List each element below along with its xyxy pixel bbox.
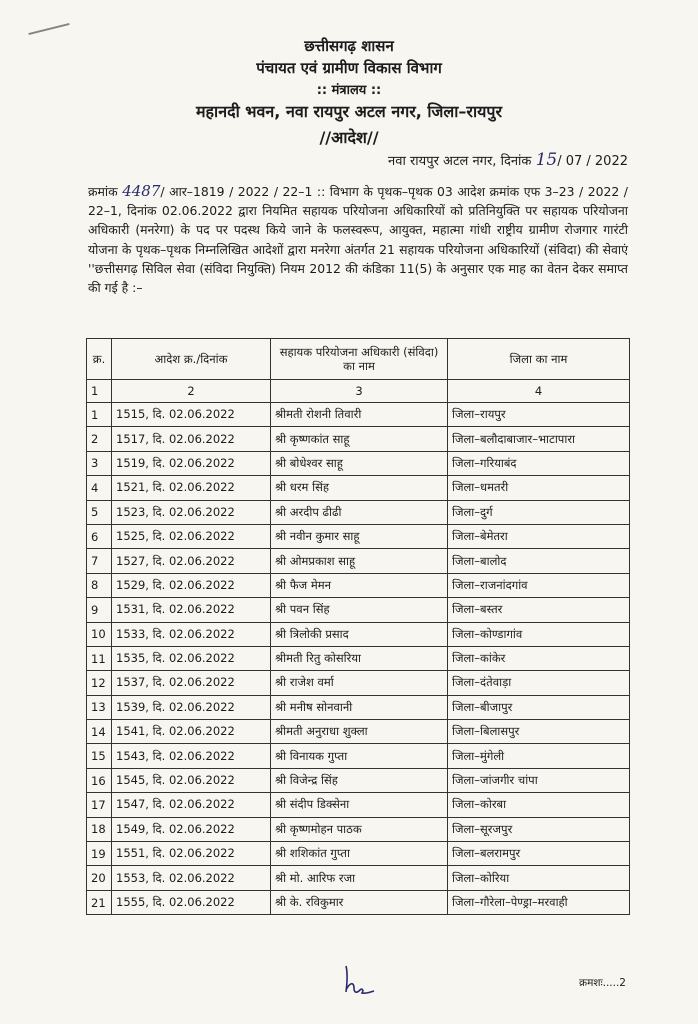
- cell-officer-name: श्री शशिकांत गुप्ता: [271, 842, 448, 866]
- table-row: [87, 817, 630, 841]
- header-district: जिला का नाम: [448, 339, 630, 380]
- cell-sno: 6: [87, 524, 112, 548]
- cell-sno: 2: [87, 427, 112, 451]
- header-government: छत्तीसगढ़ शासन: [304, 37, 394, 55]
- cell-sno: 18: [87, 817, 112, 841]
- cell-district: जिला–जांजगीर चांपा: [448, 768, 630, 792]
- header-department: पंचायत एवं ग्रामीण विकास विभाग: [256, 59, 442, 77]
- cell-sno: 8: [87, 573, 112, 597]
- cell-sno: 5: [87, 500, 112, 524]
- header-ministry: :: मंत्रालय ::: [316, 83, 382, 98]
- cell-district: जिला–सूरजपुर: [448, 817, 630, 841]
- cell-sno: 11: [87, 646, 112, 670]
- table-row: [87, 842, 630, 866]
- cell-district: जिला–बालोद: [448, 549, 630, 573]
- cell-order: 1517, दि. 02.06.2022: [112, 427, 271, 451]
- order-paragraph: [88, 182, 628, 297]
- table-row: [87, 549, 630, 573]
- cell-order: 1541, दि. 02.06.2022: [112, 720, 271, 744]
- cell-order: 1523, दि. 02.06.2022: [112, 500, 271, 524]
- cell-officer-name: श्री कृष्णकांत साहू: [271, 427, 448, 451]
- cell-district: जिला–कोरबा: [448, 793, 630, 817]
- cell-officer-name: श्री अरदीप ढीढी: [271, 500, 448, 524]
- cell-district: जिला–गरियाबंद: [448, 451, 630, 475]
- cell-district: जिला–कोरिया: [448, 866, 630, 890]
- header-order: आदेश क्र./दिनांक: [112, 339, 271, 380]
- cell-officer-name: श्रीमती रितु कोसरिया: [271, 646, 448, 670]
- table-column-number-row: [87, 380, 630, 403]
- cell-sno: 13: [87, 695, 112, 719]
- cell-officer-name: श्री धरम सिंह: [271, 476, 448, 500]
- table-row: [87, 720, 630, 744]
- cell-district: जिला–बिलासपुर: [448, 720, 630, 744]
- cell-district: जिला–दंतेवाड़ा: [448, 671, 630, 695]
- cell-order: 1515, दि. 02.06.2022: [112, 403, 271, 427]
- cell-district: जिला–दुर्ग: [448, 500, 630, 524]
- col-number-1: 1: [87, 380, 112, 403]
- cell-order: 1545, दि. 02.06.2022: [112, 768, 271, 792]
- cell-officer-name: श्रीमती अनुराधा शुक्ला: [271, 720, 448, 744]
- officers-table: [86, 338, 630, 915]
- header-officer-name: सहायक परियोजना अधिकारी (संविदा) का नाम: [271, 339, 448, 380]
- cell-sno: 21: [87, 890, 112, 914]
- cell-order: 1551, दि. 02.06.2022: [112, 842, 271, 866]
- table-row: [87, 646, 630, 670]
- cell-officer-name: श्री फैज मेमन: [271, 573, 448, 597]
- order-number-handwritten: 4487: [122, 182, 161, 200]
- table-row: [87, 451, 630, 475]
- cell-sno: 9: [87, 598, 112, 622]
- cell-district: जिला–रायपुर: [448, 403, 630, 427]
- cell-sno: 12: [87, 671, 112, 695]
- cell-officer-name: श्री संदीप डिक्सेना: [271, 793, 448, 817]
- cell-sno: 16: [87, 768, 112, 792]
- cell-district: जिला–बलौदाबाजार–भाटापारा: [448, 427, 630, 451]
- order-dateline: [388, 150, 628, 170]
- cell-district: जिला–कोण्डागांव: [448, 622, 630, 646]
- cell-district: जिला–कांकेर: [448, 646, 630, 670]
- table-row: [87, 695, 630, 719]
- cell-order: 1539, दि. 02.06.2022: [112, 695, 271, 719]
- dateline-prefix: नवा रायपुर अटल नगर, दिनांक: [388, 154, 532, 169]
- cell-sno: 14: [87, 720, 112, 744]
- cell-officer-name: श्री नवीन कुमार साहू: [271, 524, 448, 548]
- cell-order: 1533, दि. 02.06.2022: [112, 622, 271, 646]
- cell-officer-name: श्रीमती रोशनी तिवारी: [271, 403, 448, 427]
- cell-officer-name: श्री राजेश वर्मा: [271, 671, 448, 695]
- dateline-day-handwritten: 15: [535, 150, 558, 170]
- cell-sno: 15: [87, 744, 112, 768]
- cell-officer-name: श्री त्रिलोकी प्रसाद: [271, 622, 448, 646]
- cell-sno: 10: [87, 622, 112, 646]
- cell-sno: 17: [87, 793, 112, 817]
- cell-order: 1531, दि. 02.06.2022: [112, 598, 271, 622]
- continued-marker: क्रमशः.....2: [579, 977, 626, 989]
- cell-officer-name: श्री विनायक गुप्ता: [271, 744, 448, 768]
- cell-sno: 20: [87, 866, 112, 890]
- cell-officer-name: श्री बोधेश्वर साहू: [271, 451, 448, 475]
- cell-sno: 7: [87, 549, 112, 573]
- cell-sno: 3: [87, 451, 112, 475]
- cell-officer-name: श्री पवन सिंह: [271, 598, 448, 622]
- paragraph-body: / आर–1819 / 2022 / 22–1 :: विभाग के पृथक–पृथक 03 आदेश क्रमांक एफ 3–23 / 2022 / 22–1, दिनांक 02.06.2022 द्वारा नियमित सहायक परियोजना अधिकारियों को प्रतिनियुक्ति पर सहायक परियोजना अधिकारी (मनरेगा) के पद पर पदस्थ किये जाने के फलस्वरूप, आयुक्त, महात्मा गांधी राष्ट्रीय ग्रामीण रोजगार गारंटी योजना के पृथक–पृथक निम्नलिखित आदेशों द्वारा मनरेगा अंतर्गत 21 सहायक परियोजना अधिकारियों (संविदा) की सेवाएं ''छत्तीसगढ़ सिविल सेवा (संविदा नियुक्ति) नियम 2012 की कंडिका 11(5) के अनुसार एक माह का वेतन देकर समाप्त की गई है :–: [88, 184, 628, 296]
- cell-officer-name: श्री विजेन्द्र सिंह: [271, 768, 448, 792]
- header-sno: क्र.: [87, 339, 112, 380]
- cell-order: 1535, दि. 02.06.2022: [112, 646, 271, 670]
- cell-sno: 19: [87, 842, 112, 866]
- table-body: [87, 403, 630, 915]
- cell-district: जिला–बस्तर: [448, 598, 630, 622]
- table-row: [87, 427, 630, 451]
- table-row: [87, 500, 630, 524]
- cell-order: 1549, दि. 02.06.2022: [112, 817, 271, 841]
- cell-officer-name: श्री ओमप्रकाश साहू: [271, 549, 448, 573]
- table-row: [87, 890, 630, 914]
- cell-district: जिला–बलरामपुर: [448, 842, 630, 866]
- dateline-rest: / 07 / 2022: [557, 154, 628, 169]
- table-row: [87, 476, 630, 500]
- table-row: [87, 573, 630, 597]
- col-number-3: 3: [271, 380, 448, 403]
- cell-order: 1553, दि. 02.06.2022: [112, 866, 271, 890]
- cell-order: 1547, दि. 02.06.2022: [112, 793, 271, 817]
- cell-officer-name: श्री मनीष सोनवानी: [271, 695, 448, 719]
- table-row: [87, 622, 630, 646]
- table-row: [87, 866, 630, 890]
- col-number-4: 4: [448, 380, 630, 403]
- cell-district: जिला–गौरेला–पेण्ड्रा–मरवाही: [448, 890, 630, 914]
- cell-district: जिला–बीजापुर: [448, 695, 630, 719]
- table-row: [87, 768, 630, 792]
- cell-district: जिला–राजनांदगांव: [448, 573, 630, 597]
- cell-order: 1519, दि. 02.06.2022: [112, 451, 271, 475]
- cell-district: जिला–मुंगेली: [448, 744, 630, 768]
- pen-stroke-mark: [28, 23, 69, 35]
- table-row: [87, 793, 630, 817]
- cell-district: जिला–बेमेतरा: [448, 524, 630, 548]
- cell-officer-name: श्री कृष्णमोहन पाठक: [271, 817, 448, 841]
- cell-order: 1555, दि. 02.06.2022: [112, 890, 271, 914]
- cell-order: 1543, दि. 02.06.2022: [112, 744, 271, 768]
- table-row: [87, 524, 630, 548]
- paragraph-start: क्रमांक: [88, 184, 118, 199]
- table-row: [87, 598, 630, 622]
- cell-order: 1525, दि. 02.06.2022: [112, 524, 271, 548]
- header-order-title: //आदेश//: [319, 128, 379, 147]
- cell-sno: 4: [87, 476, 112, 500]
- table-row: [87, 403, 630, 427]
- table-header-row: [87, 339, 630, 380]
- cell-district: जिला–धमतरी: [448, 476, 630, 500]
- cell-order: 1537, दि. 02.06.2022: [112, 671, 271, 695]
- cell-officer-name: श्री मो. आरिफ रजा: [271, 866, 448, 890]
- signature-mark: [338, 960, 378, 1000]
- cell-order: 1521, दि. 02.06.2022: [112, 476, 271, 500]
- cell-officer-name: श्री के. रविकुमार: [271, 890, 448, 914]
- col-number-2: 2: [112, 380, 271, 403]
- header-address: महानदी भवन, नवा रायपुर अटल नगर, जिला–रायपुर: [195, 102, 503, 121]
- table-row: [87, 671, 630, 695]
- cell-sno: 1: [87, 403, 112, 427]
- cell-order: 1527, दि. 02.06.2022: [112, 549, 271, 573]
- table-row: [87, 744, 630, 768]
- cell-order: 1529, दि. 02.06.2022: [112, 573, 271, 597]
